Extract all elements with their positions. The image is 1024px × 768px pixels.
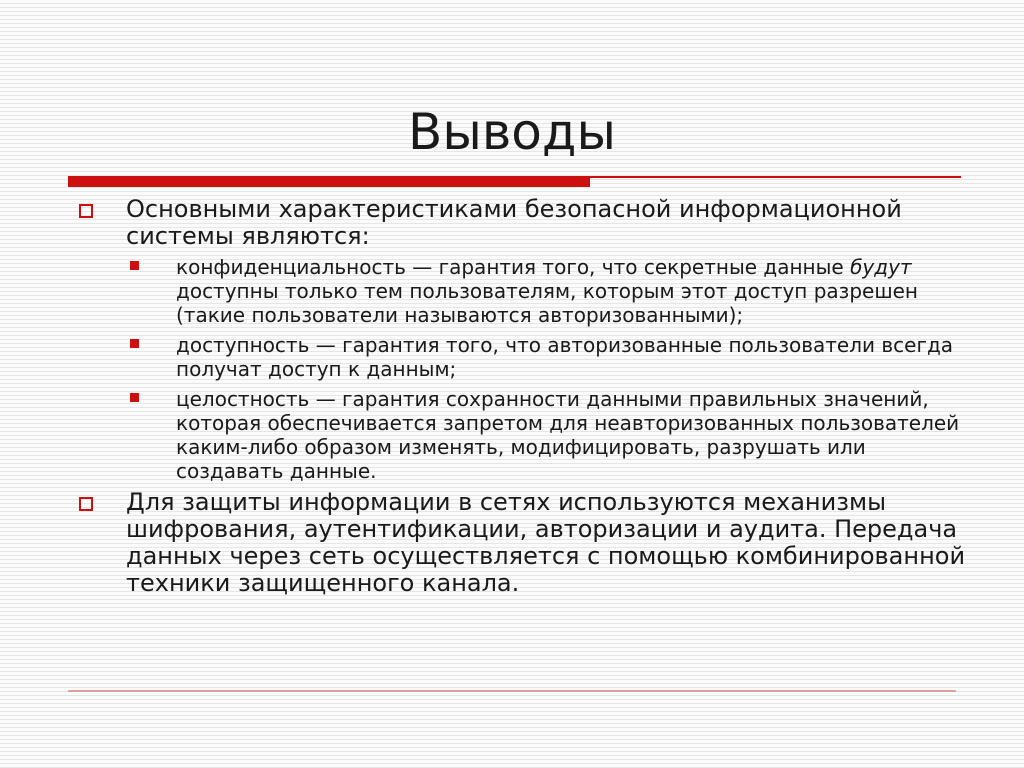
sub-bullet-availability bbox=[76, 333, 966, 381]
slide-content bbox=[76, 196, 966, 597]
footer-rule bbox=[68, 690, 956, 692]
bullet-text: Основными характеристиками безопасной информационной системы являются: bbox=[126, 195, 902, 250]
bullet-text: Для защиты информации в сетях используются механизмы шифрования, аутентификации, авторизации и аудита. Передача данных через сеть осуществляется с помощью комбинированной техники защищенного канала. bbox=[126, 488, 966, 597]
slide-title: Выводы bbox=[408, 103, 616, 161]
emphasis-text: будут bbox=[850, 255, 912, 279]
sub-bullet-text: доступность — гарантия того, что авторизованные пользователи всегда получат доступ к данным; bbox=[176, 333, 954, 381]
hollow-square-bullet-icon bbox=[79, 204, 93, 218]
sub-bullet-confidentiality bbox=[76, 255, 966, 327]
filled-square-bullet-icon bbox=[130, 261, 139, 270]
title-underline-thick bbox=[68, 177, 590, 187]
filled-square-bullet-icon bbox=[130, 393, 139, 402]
bullet-item-characteristics bbox=[76, 196, 966, 250]
filled-square-bullet-icon bbox=[130, 339, 139, 348]
sub-bullet-integrity bbox=[76, 387, 966, 483]
hollow-square-bullet-icon bbox=[79, 497, 93, 511]
sub-bullet-text-start: конфиденциальность — гарантия того, что секретные данные bbox=[176, 255, 851, 279]
sub-bullet-text-end: доступны только тем пользователям, которым этот доступ разрешен (такие пользователи называются авторизованными); bbox=[176, 279, 919, 327]
sub-bullet-text: целостность — гарантия сохранности данными правильных значений, которая обеспечивается запретом для неавторизованных пользователей каким-либо образом изменять, модифицировать, разрушать или создавать данные. bbox=[176, 387, 960, 483]
bullet-item-network-protection bbox=[76, 489, 966, 597]
characteristics-sublist bbox=[76, 255, 966, 483]
